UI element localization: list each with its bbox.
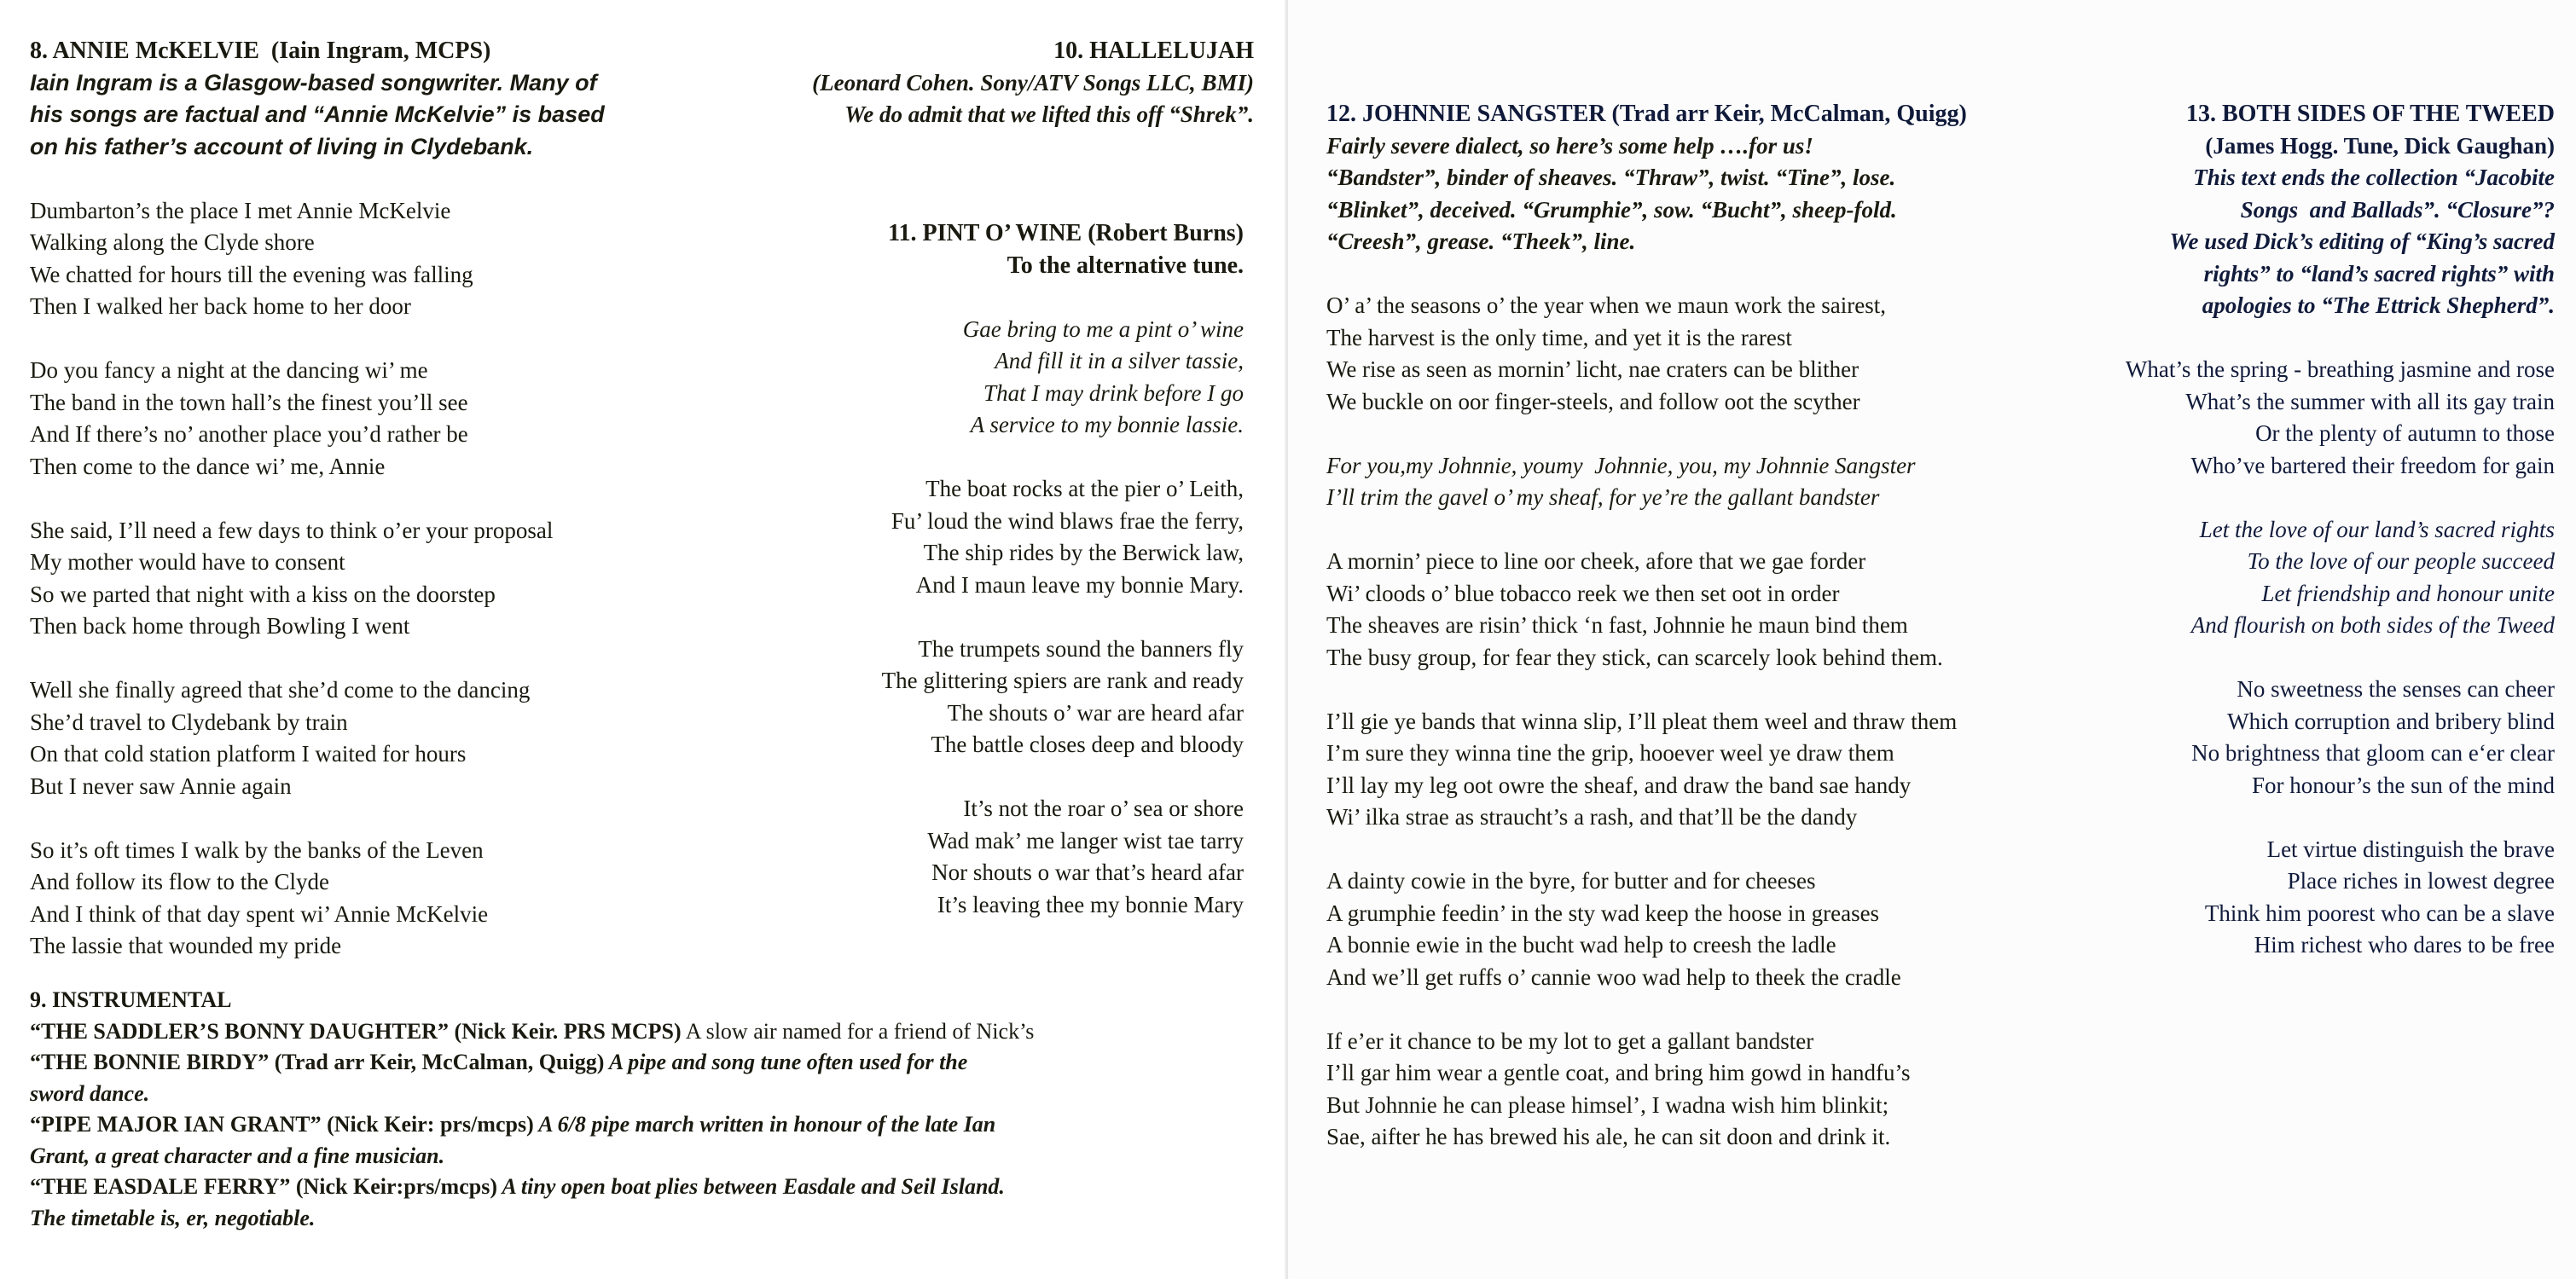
lyric-line: Then come to the dance wi’ me, Annie (30, 453, 386, 479)
lyric-line: The boat rocks at the pier o’ Leith, (925, 476, 1244, 501)
lyric-line: We rise as seen as mornin’ licht, nae craters can be blither (1326, 356, 1859, 382)
note-line: apologies to “The Ettrick Shepherd”. (2202, 292, 2555, 318)
lyric-line: The trumpets sound the banners fly (918, 635, 1244, 662)
tune-title: “THE SADDLER’S BONNY DAUGHTER” (Nick Keir. PRS MCPS) (30, 1018, 682, 1044)
lyric-line: And I think of that day spent wi’ Annie McKelvie (30, 900, 489, 927)
lyric-line: Well she finally agreed that she’d come to the dancing (30, 677, 531, 703)
lyric-line: Nor shouts o war that’s heard afar (931, 859, 1244, 885)
lyric-line: For honour’s the sun of the mind (2252, 772, 2555, 798)
lyric-line: The busy group, for fear they stick, can scarcely look behind them. (1326, 644, 1943, 670)
note-line: We do admit that we lifted this off “Shrek”. (844, 101, 1254, 127)
lyric-line: And fill it in a silver tassie, (995, 348, 1244, 373)
lyric-line: Gae bring to me a pint o’ wine (962, 315, 1244, 342)
lyric-line: And If there’s no’ another place you’d rather be (30, 421, 468, 447)
lyric-line: What’s the summer with all its gay train (2185, 388, 2555, 414)
song-subheading: To the alternative tune. (1007, 252, 1244, 279)
lyric-line: A mornin’ piece to line oor cheek, afore that we gae forder (1326, 548, 1866, 574)
credit-line: (James Hogg. Tune, Dick Gaughan) (2205, 132, 2555, 159)
lyric-line: It’s not the roar o’ sea or shore (963, 796, 1244, 821)
lyric-line: And follow its flow to the Clyde (30, 869, 329, 894)
chorus-line: Let the love of our land’s sacred rights (2199, 516, 2555, 542)
lyric-line: It’s leaving thee my bonnie Mary (937, 891, 1244, 917)
lyric-line: No sweetness the senses can cheer (2237, 676, 2555, 702)
lyric-line: But I never saw Annie again (30, 773, 292, 799)
lyric-line: The sheaves are risin’ thick ‘n fast, Johnnie he maun bind them (1326, 612, 1908, 638)
lyric-line: A dainty cowie in the byre, for butter and for cheeses (1326, 868, 1816, 894)
right-page (1288, 0, 2576, 1279)
song-heading: 11. PINT O’ WINE (Robert Burns) (888, 220, 1244, 246)
lyric-line: And we’ll get ruffs o’ cannie woo wad help to theek the cradle (1326, 964, 1901, 990)
lyric-line: Which corruption and bribery blind (2227, 708, 2555, 734)
lyric-line: Place riches in lowest degree (2287, 868, 2555, 894)
song-heading: 8. ANNIE McKELVIE (Iain Ingram, MCPS) (30, 38, 491, 64)
tune-description: A 6/8 pipe march written in honour of the late Ian (533, 1112, 996, 1137)
lyric-line: Wad mak’ me langer wist tae tarry (927, 827, 1244, 854)
lyric-line: The glittering spiers are rank and ready (881, 668, 1244, 693)
note-line: “Bandster”, binder of sheaves. “Thraw”, twist. “Tine”, lose. (1326, 165, 1896, 190)
note-line: “Blinket”, deceived. “Grumphie”, sow. “Bucht”, sheep-fold. (1326, 196, 1897, 223)
lyric-line: My mother would have to consent (30, 549, 345, 575)
intro-line: on his father’s account of living in Clydebank. (30, 133, 534, 159)
lyric-line: I’m sure they winna tine the grip, hooever weel ye draw them (1326, 740, 1894, 766)
lyric-line: On that cold station platform I waited for hours (30, 741, 467, 767)
lyric-line: But Johnnie he can please himsel’, I wadna wish him blinkit; (1326, 1091, 1889, 1118)
tune-description: sword dance. (30, 1080, 150, 1106)
song-pint-o-wine (717, 217, 1244, 921)
tune-description: A tiny open boat plies between Easdale and Seil Island. (496, 1174, 1005, 1199)
lyric-line: Let virtue distinguish the brave (2266, 836, 2555, 862)
lyric-line: O’ a’ the seasons o’ the year when we maun work the sairest, (1326, 292, 1887, 318)
chorus-line: Let friendship and honour unite (2261, 580, 2555, 606)
song-annie-mckelvie (30, 35, 712, 963)
lyric-line: She’d travel to Clydebank by train (30, 709, 348, 735)
lyric-line: Him richest who dares to be free (2254, 932, 2555, 958)
song-johnnie-sangster (1326, 98, 2120, 1154)
chorus-line: I’ll trim the gavel o’ my sheaf, for ye’re the gallant bandster (1326, 484, 1880, 510)
song-both-sides-of-the-tweed (2039, 98, 2555, 962)
song-heading: 10. HALLELUJAH (1053, 38, 1254, 64)
lyric-line: The shouts o’ war are heard afar (947, 699, 1244, 726)
lyric-line: Do you fancy a night at the dancing wi’ me (30, 357, 428, 383)
tune-description: The timetable is, er, negotiable. (30, 1205, 316, 1230)
note-line: Songs and Ballads”. “Closure”? (2240, 196, 2555, 223)
lyric-line: So it’s oft times I walk by the banks of the Leven (30, 836, 484, 863)
chorus-line: For you,my Johnnie, youmy Johnnie, you, my Johnnie Sangster (1326, 452, 1916, 478)
lyric-line: The harvest is the only time, and yet it is the rarest (1326, 324, 1792, 350)
lyric-line: Who’ve bartered their freedom for gain (2190, 452, 2555, 478)
note-line: Fairly severe dialect, so here’s some help ….for us! (1326, 132, 1813, 159)
lyric-line: I’ll gar him wear a gentle coat, and bring him gowd in handfu’s (1326, 1060, 1911, 1085)
lyric-line: The ship rides by the Berwick law, (923, 540, 1244, 565)
lyric-line: And I maun leave my bonnie Mary. (915, 571, 1244, 598)
lyric-line: Walking along the Clyde shore (30, 229, 315, 255)
song-hallelujah (717, 35, 1254, 131)
tune-description: Grant, a great character and a fine musician. (30, 1143, 445, 1168)
lyric-line: We buckle on oor finger-steels, and follow oot the scyther (1326, 388, 1860, 414)
chorus-line: And flourish on both sides of the Tweed (2190, 612, 2555, 638)
credit-line: (Leonard Cohen. Sony/ATV Songs LLC, BMI) (812, 69, 1254, 95)
lyric-line: I’ll lay my leg oot owre the sheaf, and draw the band sae handy (1326, 772, 1912, 798)
instrumental-section (30, 985, 1275, 1234)
lyric-line: I’ll gie ye bands that winna slip, I’ll pleat them weel and thraw them (1326, 708, 1958, 734)
note-line: rights” to “land’s sacred rights” with (2203, 260, 2555, 286)
lyric-line: Fu’ loud the wind blaws frae the ferry, (891, 507, 1244, 534)
lyric-line: Then back home through Bowling I went (30, 613, 410, 639)
note-line: This text ends the collection “Jacobite (2193, 165, 2555, 190)
lyric-line: No brightness that gloom can e‘er clear (2191, 740, 2555, 766)
tune-title: “PIPE MAJOR IAN GRANT” (Nick Keir: prs/mcps) (30, 1112, 534, 1137)
lyric-line: A grumphie feedin’ in the sty wad keep the hoose in greases (1326, 900, 1880, 926)
lyric-line: Then I walked her back home to her door (30, 293, 411, 319)
lyric-line: A bonnie ewie in the bucht wad help to creesh the ladle (1326, 932, 1836, 958)
lyric-line: The battle closes deep and bloody (931, 732, 1244, 757)
song-heading: 9. INSTRUMENTAL (30, 987, 232, 1012)
lyric-line: If e’er it chance to be my lot to get a gallant bandster (1326, 1027, 1814, 1054)
lyric-line: Wi’ cloods o’ blue tobacco reek we then set oot in order (1326, 580, 1840, 606)
tune-description: A pipe and song tune often used for the (604, 1050, 968, 1074)
lyric-line: Dumbarton’s the place I met Annie McKelvie (30, 197, 451, 223)
tune-description: A slow air named for a friend of Nick’s (681, 1018, 1035, 1044)
lyric-line: Wi’ ilka strae as straucht’s a rash, and that’ll be the dandy (1326, 804, 1858, 830)
chorus-line: To the love of our people succeed (2247, 548, 2555, 574)
lyric-line: The lassie that wounded my pride (30, 933, 342, 958)
note-line: We used Dick’s editing of “King’s sacred (2169, 229, 2555, 254)
lyric-line: So we parted that night with a kiss on the doorstep (30, 581, 496, 607)
lyric-line: We chatted for hours till the evening was falling (30, 261, 473, 287)
intro-line: Iain Ingram is a Glasgow-based songwriter. Many of (30, 69, 597, 95)
intro-line: his songs are factual and “Annie McKelvie” is based (30, 101, 605, 127)
tune-title: “THE EASDALE FERRY” (Nick Keir:prs/mcps) (30, 1174, 497, 1199)
lyric-line: Sae, aifter he has brewed his ale, he can sit doon and drink it. (1326, 1124, 1891, 1149)
lyric-line: A service to my bonnie lassie. (970, 412, 1244, 437)
lyric-line: Think him poorest who can be a slave (2204, 900, 2555, 926)
lyric-line: She said, I’ll need a few days to think o’er your proposal (30, 517, 554, 543)
tune-title: “THE BONNIE BIRDY” (Trad arr Keir, McCalman, Quigg) (30, 1050, 605, 1074)
note-line: “Creesh”, grease. “Theek”, line. (1326, 229, 1636, 254)
lyric-line: That I may drink before I go (983, 379, 1244, 406)
lyric-line: What’s the spring - breathing jasmine and rose (2125, 356, 2555, 382)
lyric-line: The band in the town hall’s the finest you’ll see (30, 389, 468, 415)
lyric-line: Or the plenty of autumn to those (2255, 420, 2555, 446)
song-heading: 12. JOHNNIE SANGSTER (Trad arr Keir, McCalman, Quigg) (1326, 101, 1967, 127)
song-heading: 13. BOTH SIDES OF THE TWEED (2185, 101, 2555, 127)
